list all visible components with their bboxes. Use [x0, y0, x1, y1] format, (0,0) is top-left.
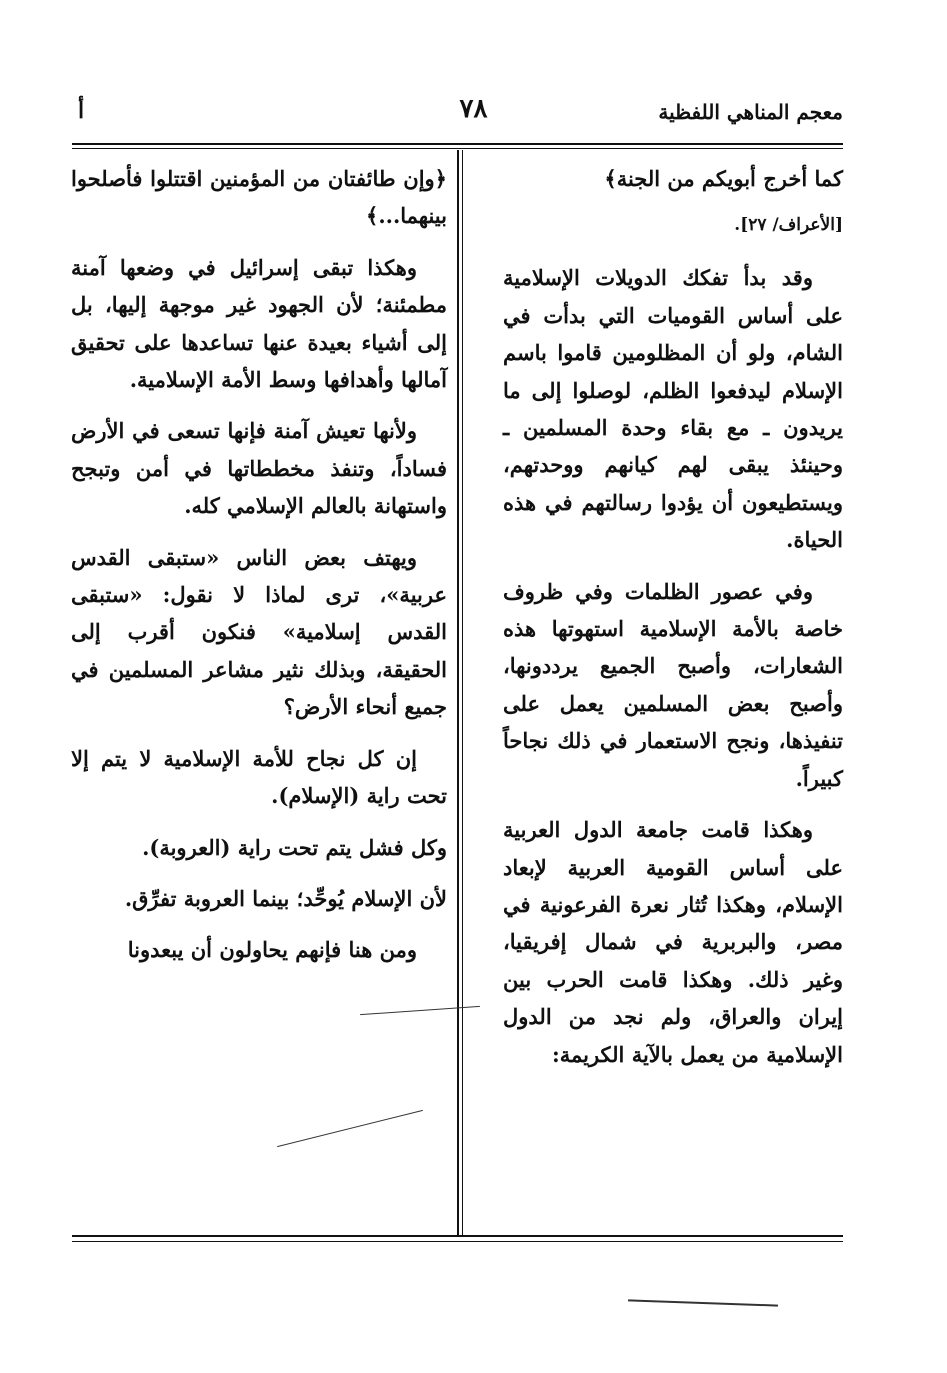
left-column	[71, 160, 447, 983]
book-title: معجم المناهي اللفظية	[658, 100, 843, 124]
paragraph: وفي عصور الظلمات وفي ظروف خاصة بالأمة الإسلامية استهوتها هذه الشعارات، وأصبح الجميع يرددونها، وأصبح بعض المسلمين يعمل على تنفيذها، ونجح الاستعمار في ذلك نجاحاً كبيراً.	[503, 578, 843, 791]
paragraph: لأن الإسلام يُوحِّد؛ بينما العروبة تفرِّق.	[124, 885, 447, 911]
column-divider-thin	[462, 150, 463, 1235]
paragraph: وقد بدأ تفكك الدويلات الإسلامية على أساس القوميات التي بدأت في الشام، ولو أن المظلومين قاموا باسم الإسلام ليدفعوا الظلم، لوصلوا إلى ما يريدون ـ مع بقاء وحدة المسلمين ـ وحينئذ يبقى لهم كيانهم ووحدتهم، ويستطيعون أن يؤدوا رسالتهم في هذه الحياة.	[503, 265, 843, 553]
paragraph: إن كل نجاح للأمة الإسلامية لا يتم إلا تحت راية (الإسلام).	[71, 745, 447, 809]
paragraph: وهكذا قامت جامعة الدول العربية على أساس القومية العربية لإبعاد الإسلام، وهكذا تُثار نعرة الفرعونية في مصر، والبربرية في شمال إفريقيا، وغير ذلك. وهكذا قامت الحرب بين إيران والعراق، ولم نجد من الدول الإسلامية من يعمل بالآية الكريمة:	[503, 817, 843, 1067]
page-number: ٧٨	[459, 94, 488, 124]
paragraph: ولأنها تعيش آمنة فإنها تسعى في الأرض فساداً، وتنفذ مخططاتها في أمن وتبجح واستهانة بالعالم الإسلامي كله.	[71, 418, 447, 519]
header-rule-thin	[72, 148, 843, 149]
pen-mark	[277, 1110, 423, 1147]
right-column	[503, 160, 843, 1087]
paragraph: وهكذا تبقى إسرائيل في وضعها آمنة مطمئنة؛ لأن الجهود غير موجهة إليها، بل إلى أشياء بعيدة عنها تساعدها على تحقيق آمالها وأهدافها وسط الأمة الإسلامية.	[71, 254, 447, 393]
verse-reference: [الأعراف/ ٢٧].	[734, 215, 843, 236]
paragraph: ومن هنا فإنهم يحاولون أن يبعدونا	[127, 937, 417, 963]
column-divider	[457, 150, 459, 1235]
quran-verse: كما أخرج أبويكم من الجنة﴾	[604, 166, 843, 191]
footer-rule-thin	[72, 1241, 843, 1242]
paragraph: ويهتف بعض الناس «ستبقى القدس عربية»، ترى لماذا لا نقول: «ستبقى القدس إسلامية» فنكون أقرب إلى الحقيقة، وبذلك نثير مشاعر المسلمين في جميع أنحاء الأرض؟	[71, 544, 447, 720]
paragraph: وكل فشل يتم تحت راية (العروبة).	[142, 834, 447, 860]
section-marker: أ	[78, 98, 85, 124]
footer-rule	[72, 1235, 843, 1237]
pen-mark	[628, 1299, 778, 1306]
header-rule	[72, 143, 843, 145]
quran-verse: ﴿وإن طائفتان من المؤمنين اقتتلوا فأصلحوا بينهما...﴾	[71, 166, 447, 229]
